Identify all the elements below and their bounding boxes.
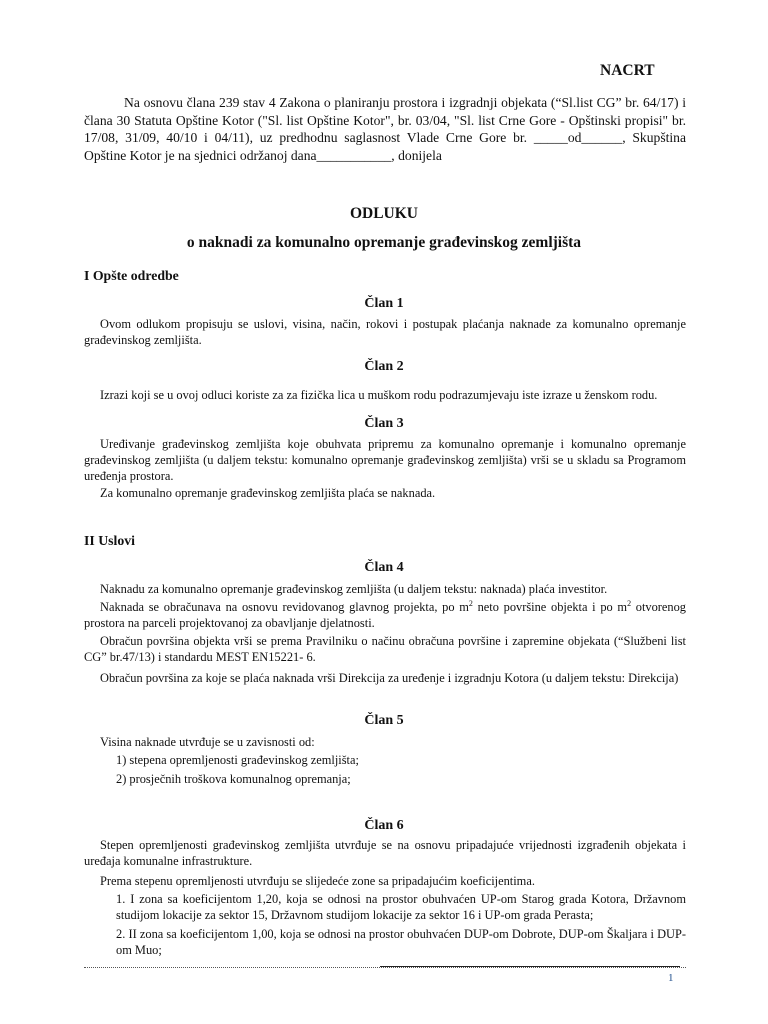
- article-heading-4: Član 4: [364, 560, 404, 575]
- article-3-paragraph-1: Uređivanje građevinskog zemljišta koje obuhvata pripremu za komunalno opremanje i komunalno opremanje građevinskog zemljišta (u daljem tekstu: komunalno opremanje građevinskog zemljišta) vrši se u skladu sa Programom uređenja prostora.: [84, 437, 686, 483]
- article-5-paragraph: Visina naknade utvrđuje se u zavisnosti od:: [100, 735, 315, 749]
- page-number: 1: [668, 972, 674, 984]
- article-3-paragraph-2: Za komunalno opremanje građevinskog zemljišta plaća se naknada.: [100, 486, 436, 500]
- article-6-paragraph-1: Stepen opremljenosti građevinskog zemljišta utvrđuje se na osnovu pripadajuće vrijednosti izgrađenih objekata i uređaja komunalne infrastrukture.: [84, 838, 686, 868]
- article-5-list-item: 2) prosječnih troškova komunalnog opremanja;: [116, 772, 351, 786]
- article-heading-1: Član 1: [364, 296, 404, 311]
- article-6-list-item: 1. I zona sa koeficijentom 1,20, koja se odnosi na prostor obuhvaćen UP-om Starog grada Kotora, Državnom studijom lokacije za sektor 15, Državnom studijom lokacije za sektor 16 i UP-om grada Perasta;: [116, 892, 686, 922]
- footer-divider: [84, 967, 686, 968]
- article-1-paragraph: Ovom odlukom propisuju se uslovi, visina, način, rokovi i postupak plaćanja naknade za komunalno opremanje građevinskog zemljišta.: [84, 317, 686, 347]
- article-heading-2: Član 2: [364, 359, 404, 374]
- article-5-list-item: 1) stepena opremljenosti građevinskog zemljišta;: [116, 753, 359, 767]
- draft-label: NACRT: [600, 62, 655, 79]
- intro-paragraph: Na osnovu člana 239 stav 4 Zakona o planiranju prostora i izgradnji objekata (“Sl.list CG” br. 64/17) i člana 30 Statuta Opštine Kotor ("Sl. list Opštine Kotor", br. 03/04, "Sl. list Crne Gore - Opštinski propisi" br. 17/08, 31/09, 40/10 i 04/11), uz predhodnu saglasnost Vlade Crne Gore br. _____od______, Skupština Opštine Kotor je na sjednici održanoj dana___________, donijela: [84, 95, 686, 163]
- article-2-paragraph: Izrazi koji se u ovoj odluci koriste za za fizička lica u muškom rodu podrazumjevaju iste izraze u ženskom rodu.: [100, 388, 658, 402]
- article-6-paragraph-2: Prema stepenu opremljenosti utvrđuju se slijedeće zone sa pripadajućim koeficijentima.: [100, 874, 535, 888]
- article-4-paragraph-2: Naknada se obračunava na osnovu revidovanog glavnog projekta, po $m^2$ neto površine objekta i po $m^2$ otvorenog prostora na parceli projektovanoj za obavljanje djelatnosti.: [84, 598, 687, 630]
- article-4-paragraph-3: Obračun površina objekta vrši se prema Pravilniku o načinu obračuna površine i zapremine objekata (“Službeni list CG” br.47/13) i standardu MEST EN15221- 6.: [84, 634, 686, 664]
- footer-divider-solid: [380, 966, 680, 967]
- document-title: ODLUKU: [349, 205, 419, 222]
- document-subtitle: o naknadi za komunalno opremanje građevinskog zemljišta: [186, 234, 582, 251]
- article-4-paragraph-1: Naknadu za komunalno opremanje građevinskog zemljišta (u daljem tekstu: naknada) plaća investitor.: [100, 582, 608, 596]
- section-heading-conditions: II Uslovi: [84, 533, 135, 548]
- article-heading-3: Član 3: [364, 416, 404, 431]
- article-4-paragraph-4: Obračun površina za koje se plaća naknada vrši Direkcija za uređenje i izgradnju Kotora (u daljem tekstu: Direkcija): [100, 671, 679, 685]
- article-heading-5: Član 5: [364, 713, 404, 728]
- section-heading-general: I Opšte odredbe: [84, 268, 179, 283]
- article-6-list-item: 2. II zona sa koeficijentom 1,00, koja se odnosi na prostor obuhvaćen DUP-om Dobrote, DUP-om Škaljara i DUP-om Muo;: [116, 927, 686, 957]
- article-heading-6: Član 6: [364, 818, 404, 833]
